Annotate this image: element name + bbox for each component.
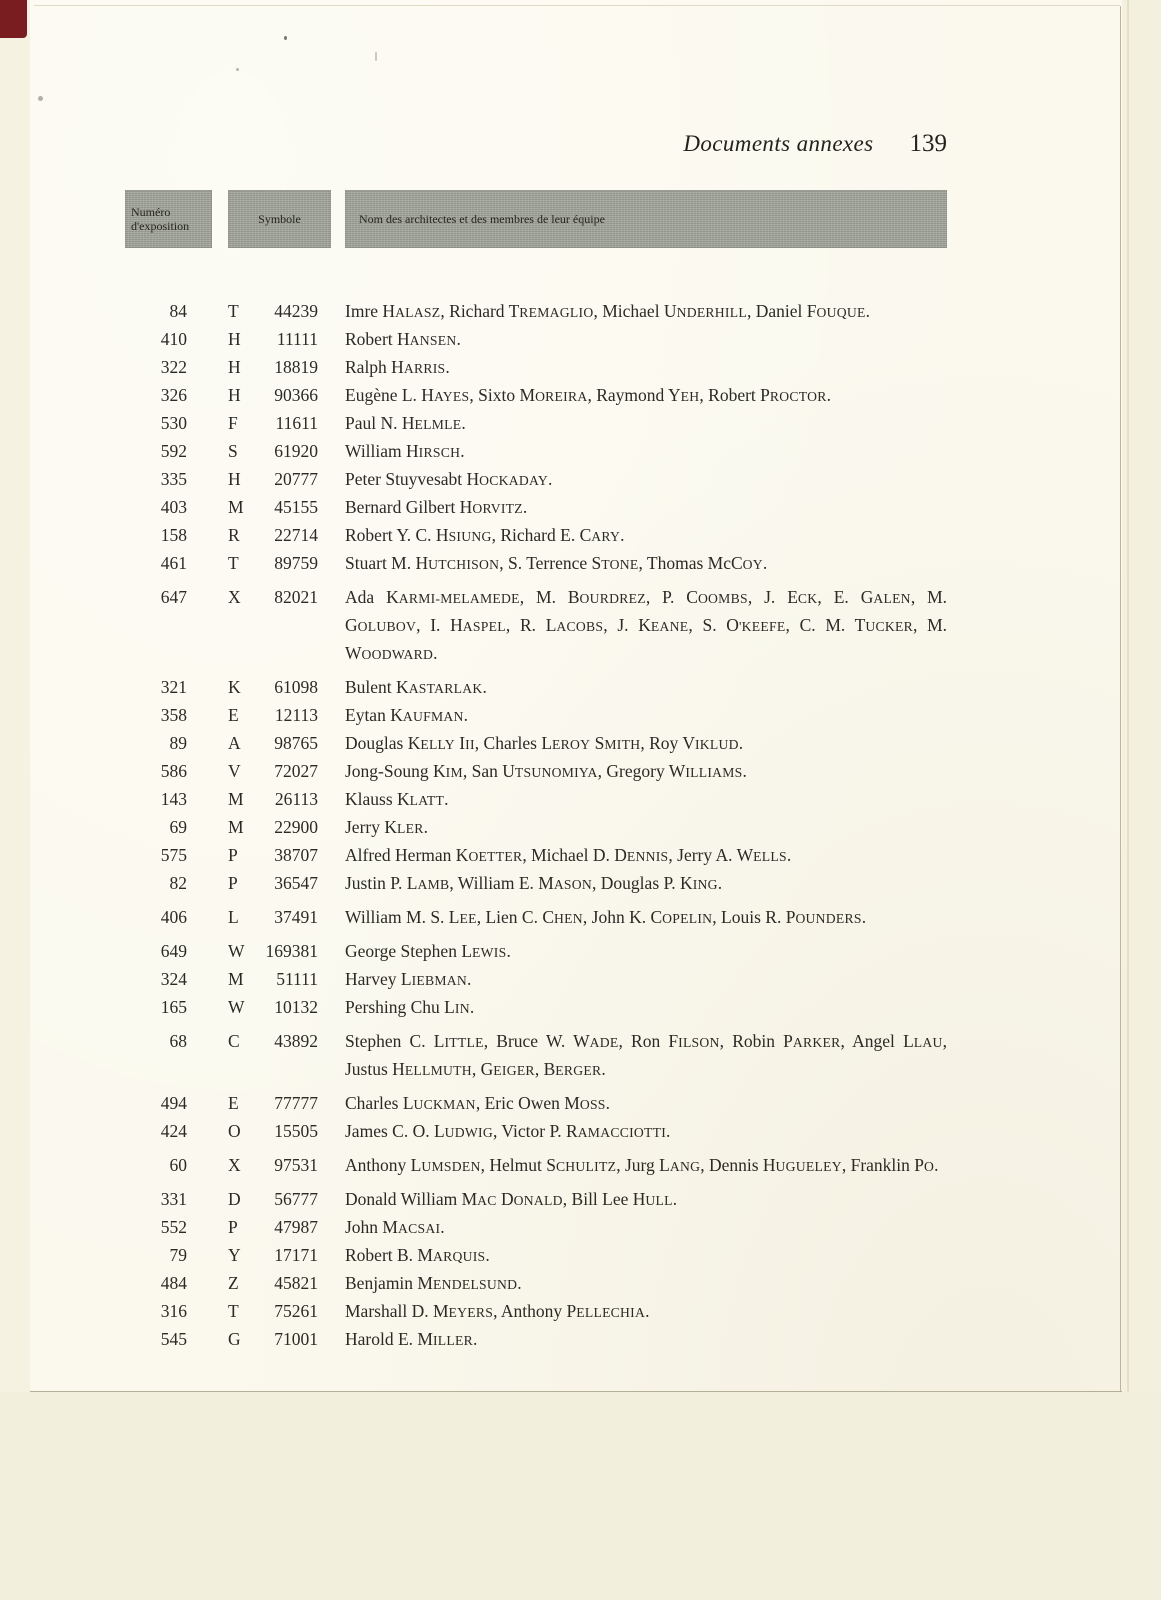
row-symbol-letter: T xyxy=(228,301,239,321)
row-num: 403 xyxy=(160,497,187,517)
table-row xyxy=(125,1028,947,1084)
row-symbol-letter: D xyxy=(228,1189,241,1209)
row-symbol-number: 37491 xyxy=(274,907,318,927)
row-num: 586 xyxy=(160,761,187,781)
row-symbol-number: 47987 xyxy=(274,1217,318,1237)
row-names: Robert HANSEN. xyxy=(345,329,461,349)
scan-speck xyxy=(375,52,377,61)
row-symbol-letter: L xyxy=(228,907,239,927)
row-symbol-number: 45821 xyxy=(274,1273,318,1293)
row-symbol-letter: M xyxy=(228,969,244,989)
row-symbol-letter: H xyxy=(228,329,241,349)
table-row xyxy=(125,522,947,550)
row-symbol-letter: O xyxy=(228,1121,241,1141)
row-symbol-number: 61098 xyxy=(274,677,318,697)
row-symbol-number: 56777 xyxy=(274,1189,318,1209)
row-symbol-letter: P xyxy=(228,1217,238,1237)
row-symbol-letter: E xyxy=(228,705,239,725)
row-symbol-number: 90366 xyxy=(274,385,318,405)
row-symbol xyxy=(228,354,318,382)
row-symbol xyxy=(228,550,318,578)
row-symbol xyxy=(228,1186,318,1214)
page-edge-bottom xyxy=(30,1391,1122,1392)
row-symbol xyxy=(228,410,318,438)
row-symbol xyxy=(228,1152,318,1180)
row-symbol-number: 22900 xyxy=(274,817,318,837)
row-symbol-number: 61920 xyxy=(274,441,318,461)
row-num: 84 xyxy=(169,301,187,321)
row-symbol-letter: X xyxy=(228,587,241,607)
row-symbol-number: 17171 xyxy=(274,1245,318,1265)
row-symbol-number: 18819 xyxy=(274,357,318,377)
row-symbol-number: 15505 xyxy=(274,1121,318,1141)
table-body xyxy=(125,298,947,1354)
row-symbol-letter: P xyxy=(228,845,238,865)
row-symbol xyxy=(228,1028,318,1084)
row-symbol xyxy=(228,584,318,668)
row-symbol-number: 43892 xyxy=(274,1031,318,1051)
table-row xyxy=(125,702,947,730)
row-names: Donald William MAC DONALD, Bill Lee HULL. xyxy=(345,1189,678,1209)
row-symbol xyxy=(228,786,318,814)
row-symbol-letter: C xyxy=(228,1031,240,1051)
row-names: Bulent KASTARLAK. xyxy=(345,677,487,697)
row-symbol-number: 20777 xyxy=(274,469,318,489)
row-names: Robert B. MARQUIS. xyxy=(345,1245,490,1265)
table-row xyxy=(125,1186,947,1214)
row-symbol-number: 36547 xyxy=(274,873,318,893)
table-row xyxy=(125,1242,947,1270)
page-number: 139 xyxy=(909,130,947,157)
table-row xyxy=(125,354,947,382)
row-symbol-letter: P xyxy=(228,873,238,893)
row-names: John MACSAI. xyxy=(345,1217,445,1237)
row-symbol xyxy=(228,994,318,1022)
row-symbol-number: 45155 xyxy=(274,497,318,517)
row-num: 331 xyxy=(160,1189,187,1209)
row-names: Anthony LUMSDEN, Helmut SCHULITZ, Jurg LANG, Dennis HUGUELEY, Franklin PO. xyxy=(345,1155,939,1175)
row-symbol xyxy=(228,1242,318,1270)
row-num: 530 xyxy=(160,413,187,433)
row-symbol xyxy=(228,438,318,466)
row-names: Justin P. LAMB, William E. MASON, Douglas P. KING. xyxy=(345,873,723,893)
row-symbol-number: 12113 xyxy=(274,705,318,725)
row-num: 649 xyxy=(160,941,187,961)
row-names: Ralph HARRIS. xyxy=(345,357,450,377)
row-symbol-number: 97531 xyxy=(274,1155,318,1175)
row-num: 69 xyxy=(169,817,187,837)
row-symbol-number: 22714 xyxy=(274,525,318,545)
row-symbol-letter: M xyxy=(228,497,244,517)
table-row xyxy=(125,584,947,668)
row-names: Douglas KELLY III, Charles LEROY SMITH, Roy VIKLUD. xyxy=(345,733,744,753)
row-symbol-number: 11611 xyxy=(275,413,318,433)
row-symbol xyxy=(228,1090,318,1118)
row-symbol-letter: H xyxy=(228,357,241,377)
row-symbol-number: 26113 xyxy=(274,789,318,809)
row-names: Benjamin MENDELSUND. xyxy=(345,1273,522,1293)
row-num: 322 xyxy=(160,357,187,377)
row-names: Alfred Herman KOETTER, Michael D. DENNIS, Jerry A. WELLS. xyxy=(345,845,792,865)
row-symbol-number: 72027 xyxy=(274,761,318,781)
row-names: Peter Stuyvesabt HOCKADAY. xyxy=(345,469,553,489)
column-header-symbole: Symbole xyxy=(228,190,331,248)
row-symbol xyxy=(228,466,318,494)
row-symbol xyxy=(228,326,318,354)
table-row xyxy=(125,1214,947,1242)
row-symbol-number: 82021 xyxy=(274,587,318,607)
row-num: 326 xyxy=(160,385,187,405)
row-num: 575 xyxy=(160,845,187,865)
row-num: 158 xyxy=(160,525,187,545)
row-num: 143 xyxy=(160,789,187,809)
row-symbol-number: 75261 xyxy=(274,1301,318,1321)
row-names: Eugène L. HAYES, Sixto MOREIRA, Raymond YEH, Robert PROCTOR. xyxy=(345,385,831,405)
scan-speck xyxy=(236,68,239,71)
row-num: 494 xyxy=(160,1093,187,1113)
row-symbol-letter: F xyxy=(228,413,238,433)
row-symbol-letter: S xyxy=(228,441,238,461)
row-names: Klauss KLATT. xyxy=(345,789,449,809)
row-names: Stuart M. HUTCHISON, S. Terrence STONE, Thomas McCOY. xyxy=(345,553,768,573)
row-names: Eytan KAUFMAN. xyxy=(345,705,468,725)
table-row xyxy=(125,298,947,326)
row-names: Pershing Chu LIN. xyxy=(345,997,475,1017)
row-symbol xyxy=(228,702,318,730)
page-left-margin xyxy=(0,0,30,1600)
table-row xyxy=(125,730,947,758)
row-num: 165 xyxy=(160,997,187,1017)
row-num: 79 xyxy=(169,1245,187,1265)
table-row xyxy=(125,1090,947,1118)
row-symbol xyxy=(228,1214,318,1242)
row-symbol-letter: W xyxy=(228,941,245,961)
row-symbol-letter: H xyxy=(228,469,241,489)
running-head-title: Documents annexes xyxy=(683,131,874,156)
row-symbol xyxy=(228,842,318,870)
row-names: Paul N. HELMLE. xyxy=(345,413,466,433)
row-symbol-letter: X xyxy=(228,1155,241,1175)
row-symbol-letter: E xyxy=(228,1093,239,1113)
table-row xyxy=(125,904,947,932)
row-symbol xyxy=(228,1298,318,1326)
table-row xyxy=(125,842,947,870)
row-symbol xyxy=(228,298,318,326)
table-row xyxy=(125,870,947,898)
binding-mark xyxy=(0,0,27,38)
row-symbol-number: 44239 xyxy=(274,301,318,321)
row-symbol-number: 77777 xyxy=(274,1093,318,1113)
row-symbol-letter: Y xyxy=(228,1245,241,1265)
row-symbol xyxy=(228,1326,318,1354)
row-symbol xyxy=(228,870,318,898)
table-row xyxy=(125,1326,947,1354)
row-symbol-number: 98765 xyxy=(274,733,318,753)
row-symbol-letter: G xyxy=(228,1329,241,1349)
page-edge-top xyxy=(34,5,1120,6)
row-symbol-letter: W xyxy=(228,997,245,1017)
row-num: 424 xyxy=(160,1121,187,1141)
scan-speck xyxy=(38,96,43,101)
row-symbol-letter: A xyxy=(228,733,241,753)
scan-speck xyxy=(284,36,287,40)
row-names: William HIRSCH. xyxy=(345,441,465,461)
row-symbol xyxy=(228,938,318,966)
row-symbol xyxy=(228,966,318,994)
row-symbol-number: 71001 xyxy=(274,1329,318,1349)
table-row xyxy=(125,1152,947,1180)
page-bottom-margin xyxy=(0,1392,1161,1600)
row-num: 316 xyxy=(160,1301,187,1321)
row-names: Harold E. MILLER. xyxy=(345,1329,478,1349)
row-names: Bernard Gilbert HORVITZ. xyxy=(345,497,528,517)
row-num: 60 xyxy=(169,1155,187,1175)
table-row xyxy=(125,674,947,702)
table-row xyxy=(125,966,947,994)
table-row xyxy=(125,466,947,494)
row-symbol-number: 89759 xyxy=(274,553,318,573)
table-row xyxy=(125,1118,947,1146)
row-names: Charles LUCKMAN, Eric Owen MOSS. xyxy=(345,1093,611,1113)
row-num: 358 xyxy=(160,705,187,725)
row-num: 461 xyxy=(160,553,187,573)
row-names: Marshall D. MEYERS, Anthony PELLECHIA. xyxy=(345,1301,650,1321)
row-num: 68 xyxy=(169,1031,187,1051)
table-row xyxy=(125,438,947,466)
row-symbol xyxy=(228,522,318,550)
row-symbol xyxy=(228,730,318,758)
table-row xyxy=(125,410,947,438)
row-symbol xyxy=(228,1118,318,1146)
row-symbol-letter: R xyxy=(228,525,240,545)
row-symbol-letter: H xyxy=(228,385,241,405)
column-header-noms: Nom des architectes et des membres de leur équipe xyxy=(345,190,947,248)
row-num: 321 xyxy=(160,677,187,697)
row-symbol-number: 10132 xyxy=(274,997,318,1017)
row-num: 410 xyxy=(160,329,187,349)
row-symbol-letter: M xyxy=(228,817,244,837)
table xyxy=(125,190,947,1354)
row-names: George Stephen LEWIS. xyxy=(345,941,511,961)
row-symbol-number: 169381 xyxy=(265,941,318,961)
row-num: 335 xyxy=(160,469,187,489)
table-row xyxy=(125,994,947,1022)
row-num: 82 xyxy=(169,873,187,893)
row-symbol xyxy=(228,1270,318,1298)
row-symbol xyxy=(228,904,318,932)
page-edge-right xyxy=(1120,6,1121,1392)
row-names: James C. O. LUDWIG, Victor P. RAMACCIOTTI. xyxy=(345,1121,671,1141)
row-num: 647 xyxy=(160,587,187,607)
table-row xyxy=(125,382,947,410)
table-row xyxy=(125,1270,947,1298)
table-row xyxy=(125,814,947,842)
row-names: Robert Y. C. HSIUNG, Richard E. CARY. xyxy=(345,525,625,545)
row-num: 324 xyxy=(160,969,187,989)
table-row xyxy=(125,326,947,354)
row-symbol-number: 51111 xyxy=(276,969,318,989)
row-num: 406 xyxy=(160,907,187,927)
row-num: 484 xyxy=(160,1273,187,1293)
row-symbol-letter: K xyxy=(228,677,241,697)
row-names: Stephen C. LITTLE, Bruce W. WADE, Ron FILSON, Robin PARKER, Angel LLAU, Justus HELLMUTH, GEIGER, BERGER. xyxy=(345,1031,947,1079)
row-names: Harvey LIEBMAN. xyxy=(345,969,472,989)
row-symbol xyxy=(228,674,318,702)
table-row xyxy=(125,1298,947,1326)
table-row xyxy=(125,494,947,522)
row-symbol xyxy=(228,494,318,522)
row-symbol xyxy=(228,814,318,842)
table-row xyxy=(125,786,947,814)
row-names: Jerry KLER. xyxy=(345,817,428,837)
row-names: Imre HALASZ, Richard TREMAGLIO, Michael UNDERHILL, Daniel FOUQUE. xyxy=(345,301,870,321)
row-names: Jong-Soung KIM, San UTSUNOMIYA, Gregory WILLIAMS. xyxy=(345,761,747,781)
row-names: Ada KARMI-MELAMEDE, M. BOURDREZ, P. COOMBS, J. ECK, E. GALEN, M. GOLUBOV, I. HASPEL, R. LACOBS, J. KEANE, S. O'KEEFE, C. M. TUCKER, M. WOODWARD. xyxy=(345,587,948,663)
table-header-row xyxy=(125,190,947,248)
column-header-numero: Numéro d'exposition xyxy=(125,190,212,248)
table-row xyxy=(125,938,947,966)
row-symbol-letter: T xyxy=(228,553,239,573)
row-num: 552 xyxy=(160,1217,187,1237)
row-symbol xyxy=(228,758,318,786)
running-head xyxy=(125,130,947,158)
row-symbol-letter: Z xyxy=(228,1273,239,1293)
page-edge-right-outer xyxy=(1127,0,1129,1392)
table-row xyxy=(125,758,947,786)
row-num: 89 xyxy=(169,733,187,753)
row-symbol-number: 11111 xyxy=(276,329,318,349)
row-symbol-letter: V xyxy=(228,761,241,781)
row-symbol-letter: T xyxy=(228,1301,239,1321)
table-row xyxy=(125,550,947,578)
row-names: William M. S. LEE, Lien C. CHEN, John K. COPELIN, Louis R. POUNDERS. xyxy=(345,907,867,927)
row-num: 545 xyxy=(160,1329,187,1349)
row-symbol-number: 38707 xyxy=(274,845,318,865)
row-symbol xyxy=(228,382,318,410)
row-symbol-letter: M xyxy=(228,789,244,809)
row-num: 592 xyxy=(160,441,187,461)
